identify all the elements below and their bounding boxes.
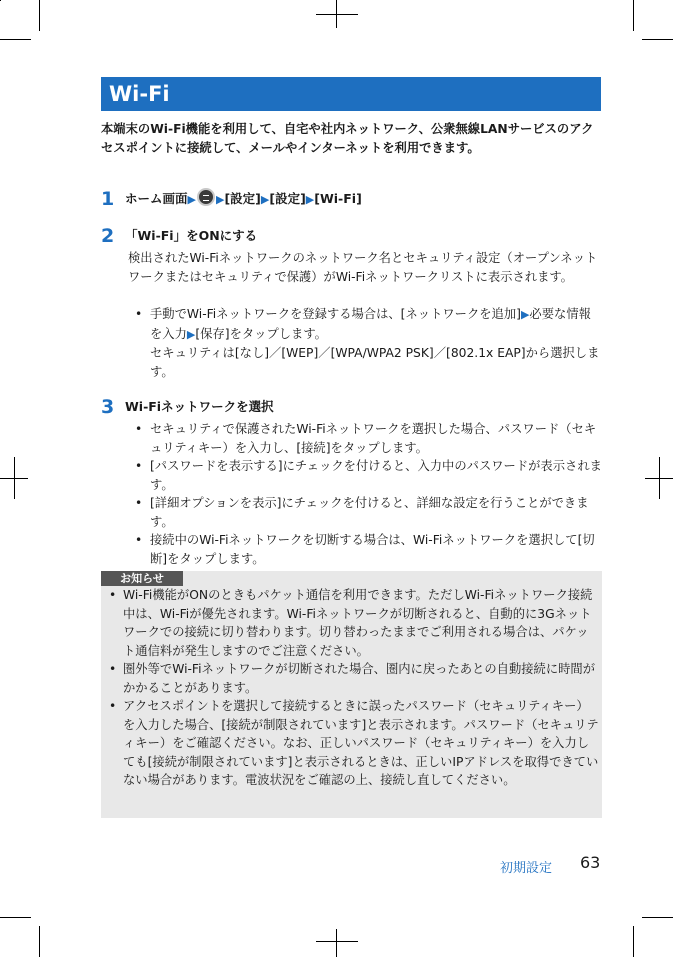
step-3-bullets [128, 420, 602, 568]
page-number: 63 [580, 853, 601, 872]
list-item: • 圏外等でWi-Fiネットワークが切断された場合、圏内に戻ったあとの自動接続に時間がかかることがあります。 [101, 660, 602, 697]
step-1 [101, 188, 362, 210]
step-number: 3 [101, 396, 115, 418]
notice-tag: お知らせ [101, 571, 183, 586]
menu-key-icon [197, 188, 215, 206]
list-item [128, 305, 602, 381]
step-1-wifi: [Wi-Fi] [314, 191, 362, 206]
bullet-text: 必要な情報を入力 [150, 307, 591, 341]
list-item: • 接続中のWi-Fiネットワークを切断する場合は、Wi-Fiネットワークを選択して[切断]をタップします。 [128, 531, 602, 568]
step-2-title: 「Wi-Fi」をONにする [125, 228, 258, 243]
notice-box [101, 571, 602, 818]
notice-list [101, 586, 602, 790]
step-1-settings: [設定] [224, 191, 261, 206]
bullet-text: 手動でWi-Fiネットワークを登録する場合は、[ネットワークを追加] [150, 307, 521, 321]
list-item: • セキュリティで保護されたWi-Fiネットワークを選択した場合、パスワード（セキュリティキー）を入力し、[接続]をタップします。 [128, 420, 602, 457]
section-label: 初期設定 [500, 861, 553, 876]
play-triangle-icon: ▶ [186, 327, 196, 341]
list-item: • アクセスポイントを選択して接続するときに誤ったパスワード（セキュリティキー）を入力した場合、[接続が制限されています]と表示されます。パスワード（セキュリティキー）をご確認ください。なお、正しいパスワード（セキュリティキー）を入力しても[接続が制限されています]と表示されるときは、正しいIPアドレスを取得できていない場合があります。電波状況をご確認の上、接続し直してください。 [101, 697, 602, 790]
play-triangle-icon: ▶ [305, 193, 315, 206]
step-2-bullets [128, 305, 602, 381]
list-item: • Wi-Fi機能がONのときもパケット通信を利用できます。ただしWi-Fiネットワーク接続中は、Wi-Fiが優先されます。Wi-Fiネットワークが切断されると、自動的に3Gネットワークでの接続に切り替わります。切り替わったままでご利用される場合は、パケット通信料が発生しますのでご注意ください。 [101, 586, 602, 660]
step-3-title: Wi-Fiネットワークを選択 [125, 399, 274, 414]
play-triangle-icon: ▶ [260, 193, 270, 206]
step-number: 1 [101, 188, 115, 210]
bullet-text: セキュリティは[なし]／[WEP]／[WPA/WPA2 PSK]／[802.1x EAP]から選択します。 [150, 346, 600, 379]
page-title: Wi-Fi [101, 77, 601, 111]
step-number: 2 [101, 225, 115, 247]
intro-text: 本端末のWi-Fi機能を利用して、自宅や社内ネットワーク、公衆無線LANサービスのアクセスポイントに接続して、メールやインターネットを利用できます。 [101, 122, 594, 155]
step-3 [101, 396, 274, 418]
list-item: • [パスワードを表示する]にチェックを付けると、入力中のパスワードが表示されます。 [128, 457, 602, 494]
bullet-text: [保存]をタップします。 [195, 326, 327, 341]
step-1-home: ホーム画面 [125, 191, 188, 206]
list-item: • [詳細オプションを表示]にチェックを付けると、詳細な設定を行うことができます。 [128, 494, 602, 531]
step-1-settings-2: [設定] [269, 191, 306, 206]
play-triangle-icon: ▶ [187, 193, 196, 206]
step-2-body: 検出されたWi-Fiネットワークのネットワーク名とセキュリティ設定（オープンネットワークまたはセキュリティで保護）がWi-Fiネットワークリストに表示されます。 [128, 251, 598, 284]
step-2 [101, 225, 257, 247]
play-triangle-icon: ▶ [215, 193, 225, 206]
play-triangle-icon: ▶ [520, 308, 530, 321]
